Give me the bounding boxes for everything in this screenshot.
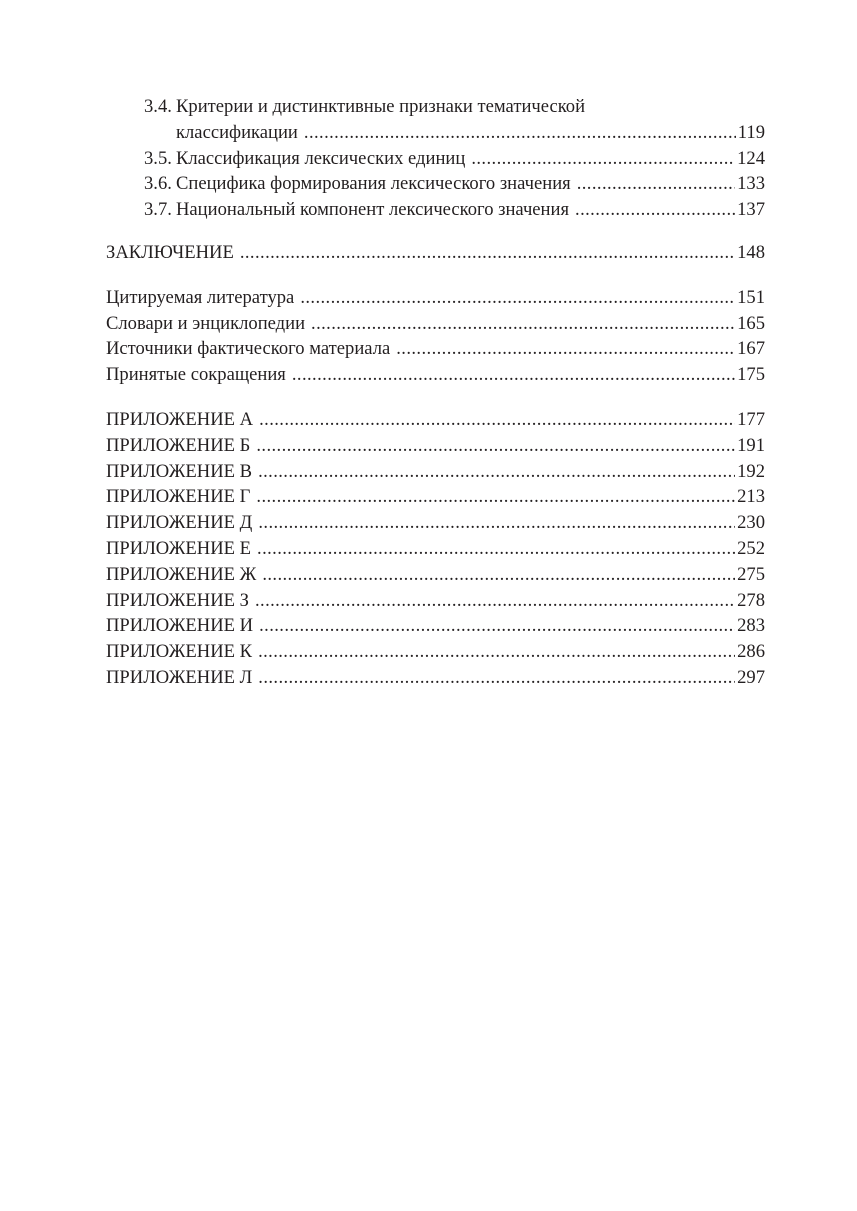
toc-entry-page: 177 xyxy=(737,408,765,430)
toc-entry-page: 148 xyxy=(737,241,765,263)
dot-leader xyxy=(258,510,735,536)
toc-entry-title: ПРИЛОЖЕНИЕ Ж xyxy=(106,563,257,585)
dot-leader xyxy=(257,536,735,562)
toc-entry-cited-literature[interactable] xyxy=(106,285,765,311)
dot-leader xyxy=(258,639,735,665)
toc-entry-page: 133 xyxy=(737,173,765,195)
toc-entry-page: 167 xyxy=(737,338,765,360)
dot-leader xyxy=(256,484,735,510)
spacer xyxy=(106,266,765,285)
toc-entry-page: 124 xyxy=(737,147,765,169)
toc-entry-title: Классификация лексических единиц xyxy=(176,147,466,169)
dot-leader xyxy=(471,146,735,172)
spacer xyxy=(106,388,765,407)
toc-entry-title: Источники фактического материала xyxy=(106,338,391,360)
toc-entry-first-line xyxy=(144,94,765,120)
toc-entry-3-5[interactable] xyxy=(106,146,765,172)
dot-leader xyxy=(577,171,735,197)
toc-entry-number: 3.5. xyxy=(144,147,172,169)
toc-entry-title: Специфика формирования лексического значения xyxy=(176,173,571,195)
toc-entry-page: 119 xyxy=(737,121,765,143)
toc-entry-page: 230 xyxy=(737,512,765,534)
toc-entry-title: ПРИЛОЖЕНИЕ А xyxy=(106,408,254,430)
toc-entry-page: 275 xyxy=(737,563,765,585)
toc-entry-title: ПРИЛОЖЕНИЕ В xyxy=(106,460,253,482)
toc-entry-page: 252 xyxy=(737,537,765,559)
toc-entry-sources[interactable] xyxy=(106,336,765,362)
dot-leader xyxy=(300,285,735,311)
dot-leader xyxy=(292,362,735,388)
dot-leader xyxy=(258,665,735,691)
toc-entry-appendix-d[interactable] xyxy=(106,510,765,536)
toc-entry-title: ПРИЛОЖЕНИЕ Б xyxy=(106,434,251,456)
dot-leader xyxy=(304,120,736,146)
dot-leader xyxy=(258,459,735,485)
toc-entry-title: ПРИЛОЖЕНИЕ Г xyxy=(106,486,251,508)
toc-entry-title: ПРИЛОЖЕНИЕ И xyxy=(106,615,254,637)
toc-entry-title: ЗАКЛЮЧЕНИЕ xyxy=(106,241,234,263)
toc-entry-title: ПРИЛОЖЕНИЕ З xyxy=(106,589,249,611)
toc-entry-number: 3.4. xyxy=(144,96,172,117)
toc-entry-page: 297 xyxy=(737,666,765,688)
toc-entry-page: 283 xyxy=(737,615,765,637)
toc-entry-appendix-b[interactable] xyxy=(106,433,765,459)
toc-entry-abbreviations[interactable] xyxy=(106,362,765,388)
toc-entry-title: Критерии и дистинктивные признаки тематической xyxy=(176,96,586,117)
toc-entry-page: 278 xyxy=(737,589,765,611)
toc-entry-appendix-k[interactable] xyxy=(106,639,765,665)
dot-leader xyxy=(255,588,735,614)
dot-leader xyxy=(259,407,735,433)
toc-entry-appendix-l[interactable] xyxy=(106,665,765,691)
toc-entry-title-cont: классификации xyxy=(176,121,298,143)
table-of-contents xyxy=(106,94,765,691)
toc-entry-appendix-zh[interactable] xyxy=(106,562,765,588)
toc-entry-number: 3.6. xyxy=(144,173,172,195)
toc-entry-appendix-i[interactable] xyxy=(106,613,765,639)
dot-leader xyxy=(240,240,735,266)
toc-entry-title: ПРИЛОЖЕНИЕ Л xyxy=(106,666,253,688)
toc-entry-page: 192 xyxy=(737,460,765,482)
toc-entry-appendix-e[interactable] xyxy=(106,536,765,562)
toc-entry-dictionaries[interactable] xyxy=(106,311,765,337)
toc-entry-number: 3.7. xyxy=(144,199,172,221)
toc-entry-3-7[interactable] xyxy=(106,197,765,223)
dot-leader xyxy=(396,336,735,362)
toc-entry-appendix-z[interactable] xyxy=(106,588,765,614)
toc-entry-title: Словари и энциклопедии xyxy=(106,312,306,334)
toc-entry-page: 151 xyxy=(737,286,765,308)
toc-entry-page: 137 xyxy=(737,199,765,221)
toc-entry-title: ПРИЛОЖЕНИЕ К xyxy=(106,641,253,663)
toc-entry-page: 213 xyxy=(737,486,765,508)
toc-entry-title: Национальный компонент лексического значения xyxy=(176,199,570,221)
toc-entry-appendix-g[interactable] xyxy=(106,484,765,510)
toc-entry-title: ПРИЛОЖЕНИЕ Е xyxy=(106,537,252,559)
toc-entry-page: 191 xyxy=(737,434,765,456)
dot-leader xyxy=(311,311,735,337)
toc-entry-page: 286 xyxy=(737,641,765,663)
toc-entry-3-4[interactable] xyxy=(106,94,765,146)
toc-entry-title: Цитируемая литература xyxy=(106,286,295,308)
toc-entry-3-6[interactable] xyxy=(106,171,765,197)
dot-leader xyxy=(262,562,735,588)
dot-leader xyxy=(256,433,735,459)
spacer xyxy=(106,223,765,240)
toc-entry-page: 165 xyxy=(737,312,765,334)
toc-entry-appendix-a[interactable] xyxy=(106,407,765,433)
toc-entry-title: Принятые сокращения xyxy=(106,364,286,386)
toc-entry-continuation xyxy=(144,120,765,146)
dot-leader xyxy=(575,197,735,223)
dot-leader xyxy=(259,613,735,639)
toc-entry-page: 175 xyxy=(737,364,765,386)
toc-entry-title: ПРИЛОЖЕНИЕ Д xyxy=(106,512,253,534)
toc-entry-conclusion[interactable] xyxy=(106,240,765,266)
toc-entry-appendix-v[interactable] xyxy=(106,459,765,485)
